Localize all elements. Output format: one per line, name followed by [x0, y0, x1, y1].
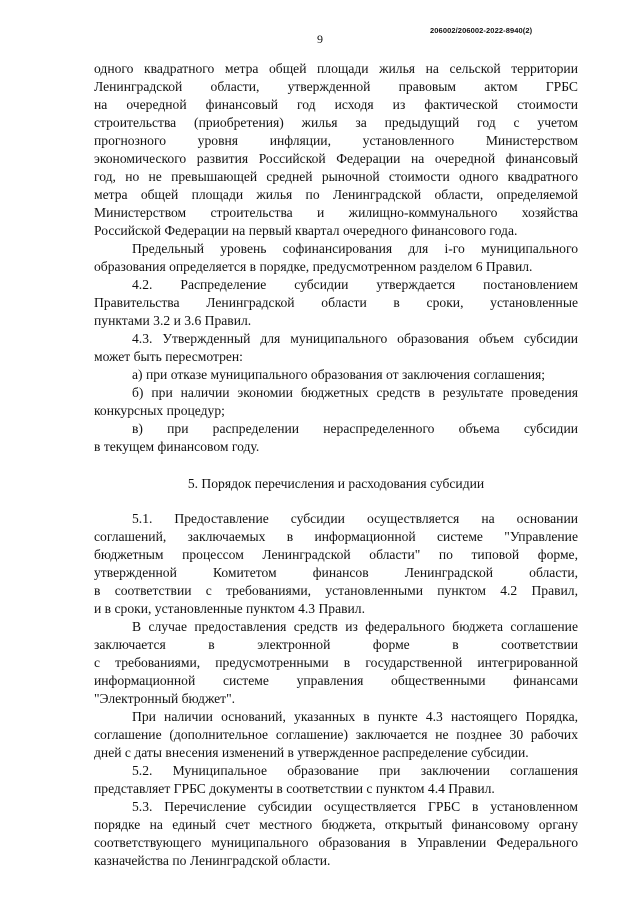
text-line: "Электронный бюджет". [94, 691, 236, 706]
text-line: 4.3. Утвержденный для муниципального образования объем субсидии [132, 331, 578, 346]
text-line: Ленинградской области, утвержденной правовым актом ГРБС [94, 79, 578, 94]
text-line: б) при наличии экономии бюджетных средств в результате проведения [132, 385, 578, 400]
text-line: представляет ГРБС документы в соответствии с пунктом 4.4 Правил. [94, 781, 495, 796]
text-line: Министерством строительства и жилищно-коммунального хозяйства [94, 205, 578, 220]
text-line: 4.2. Распределение субсидии утверждается постановлением [132, 277, 578, 292]
text-line: 5.1. Предоставление субсидии осуществляется на основании [132, 511, 578, 526]
text-line: одного квадратного метра общей площади жилья на сельской территории [94, 61, 578, 76]
text-line: и в сроки, установленные пунктом 4.3 Правил. [94, 601, 365, 616]
text-line: в) при распределении нераспределенного объема субсидии [132, 421, 578, 436]
page-number: 9 [317, 32, 323, 46]
text-line: Российской Федерации на первый квартал очередного финансового года. [94, 223, 518, 238]
text-line: метра общей площади жилья по Ленинградской области, определяемой [94, 187, 578, 202]
text-line: в текущем финансовом году. [94, 439, 260, 454]
text-line: может быть пересмотрен: [94, 349, 243, 364]
text-line: прогнозного уровня инфляции, установленного Министерством [94, 133, 578, 148]
text-line: 5.3. Перечисление субсидии осуществляется ГРБС в установленном [132, 799, 578, 814]
text-line: информационной системе управления общественными финансами [94, 673, 578, 688]
text-line: год, но не превышающей средней рыночной стоимости одного квадратного [94, 169, 578, 184]
text-line: образования определяется в порядке, предусмотренном разделом 6 Правил. [94, 259, 533, 274]
text-line: пунктами 3.2 и 3.6 Правил. [94, 313, 252, 328]
text-line: в соответствии с требованиями, установленными пунктом 4.2 Правил, [94, 583, 578, 598]
text-line: Правительства Ленинградской области в сроки, установленные [94, 295, 578, 310]
text-line: соответствующего муниципального образования в Управлении Федерального [94, 835, 578, 850]
text-line: В случае предоставления средств из федерального бюджета соглашение [132, 619, 578, 634]
text-line: строительства (приобретения) жилья за предыдущий год с учетом [94, 115, 578, 130]
text-line: При наличии оснований, указанных в пункте 4.3 настоящего Порядка, [132, 709, 578, 724]
text-line: соглашение (дополнительное соглашение) заключается не позднее 30 рабочих [94, 727, 578, 742]
text-line: казначейства по Ленинградской области. [94, 853, 331, 868]
text-line: дней с даты внесения изменений в утвержденное распределение субсидии. [94, 745, 529, 760]
text-line: экономического развития Российской Федерации на очередной финансовый [94, 151, 578, 166]
text-line: Предельный уровень софинансирования для i-го муниципального [132, 241, 578, 256]
text-line: бюджетным процессом Ленинградской области" по типовой форме, [94, 547, 578, 562]
document-id: 206002/206002-2022-8940(2) [430, 26, 533, 35]
text-line: соглашений, заключаемых в информационной системе "Управление [94, 529, 578, 544]
text-line: порядке на единый счет местного бюджета, открытый финансовому органу [94, 817, 578, 832]
section-heading: 5. Порядок перечисления и расходования субсидии [187, 476, 485, 491]
text-line: на очередной финансовый год исходя из фактической стоимости [94, 97, 578, 112]
text-line: заключается в электронной форме в соответствии [94, 637, 578, 652]
text-line: 5.2. Муниципальное образование при заключении соглашения [132, 763, 578, 778]
text-line: конкурсных процедур; [94, 403, 225, 418]
text-line: а) при отказе муниципального образования от заключения соглашения; [132, 367, 546, 382]
text-line: с требованиями, предусмотренными в государственной интегрированной [94, 655, 578, 670]
text-line: утвержденной Комитетом финансов Ленинградской области, [94, 565, 578, 580]
